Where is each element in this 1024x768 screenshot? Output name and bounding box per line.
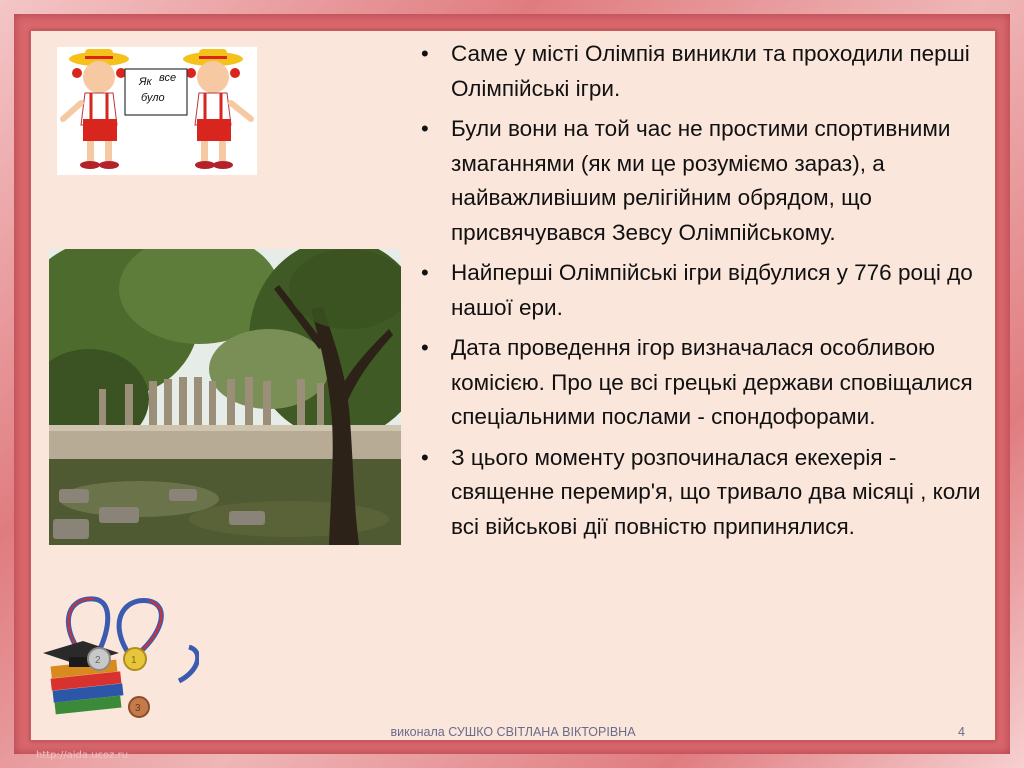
medals-books-clipart: [39, 591, 199, 727]
olympia-ruins-photo: [49, 249, 401, 545]
bullet-item: [421, 37, 981, 106]
footer-author: виконала СУШКО СВІТЛАНА ВІКТОРІВНА: [390, 725, 636, 739]
svg-text:2: 2: [95, 655, 101, 666]
bullet-text: З цього моменту розпочиналася екехерія - священне перемир'я, що тривало два місяці , коли всі військові дії повністю припинялися.: [451, 444, 981, 539]
bullet-marker: •: [421, 335, 429, 360]
bullet-item: [421, 331, 981, 435]
bullet-text: Найперші Олімпійські ігри відбулися у 776 році до нашої ери.: [451, 260, 973, 320]
sign-text-2: все: [159, 72, 177, 84]
bullet-text: Були вони на той час не простими спортивними змаганнями (як ми це розуміємо зараз), а найважливішим релігійним обрядом, що присвячувався Зевсу Олімпійському.: [451, 116, 951, 245]
slide: [30, 30, 996, 741]
sign-text-3: було: [141, 92, 165, 104]
bullet-item: [421, 256, 981, 325]
bullet-marker: •: [421, 116, 429, 141]
sign-text-1: Як: [139, 76, 152, 88]
svg-text:1: 1: [131, 655, 137, 666]
bullet-item: [421, 441, 981, 545]
bullet-marker: •: [421, 444, 429, 470]
bullet-text: Саме у місті Олімпія виникли та проходили перші Олімпійські ігри.: [451, 41, 970, 101]
bullet-marker: •: [421, 41, 429, 66]
svg-text:3: 3: [135, 703, 141, 714]
watermark: http://aida.ucoz.ru: [36, 750, 129, 761]
page-number: 4: [958, 725, 965, 739]
cartoon-kids-image: [57, 47, 257, 175]
bullet-text: Дата проведення ігор визначалася особливою комісією. Про це всі грецькі держави сповіщалися спеціальними послами - спондофорами.: [451, 335, 973, 429]
bullet-item: [421, 112, 981, 250]
bullet-marker: •: [421, 260, 429, 285]
bullet-list: [421, 37, 981, 550]
